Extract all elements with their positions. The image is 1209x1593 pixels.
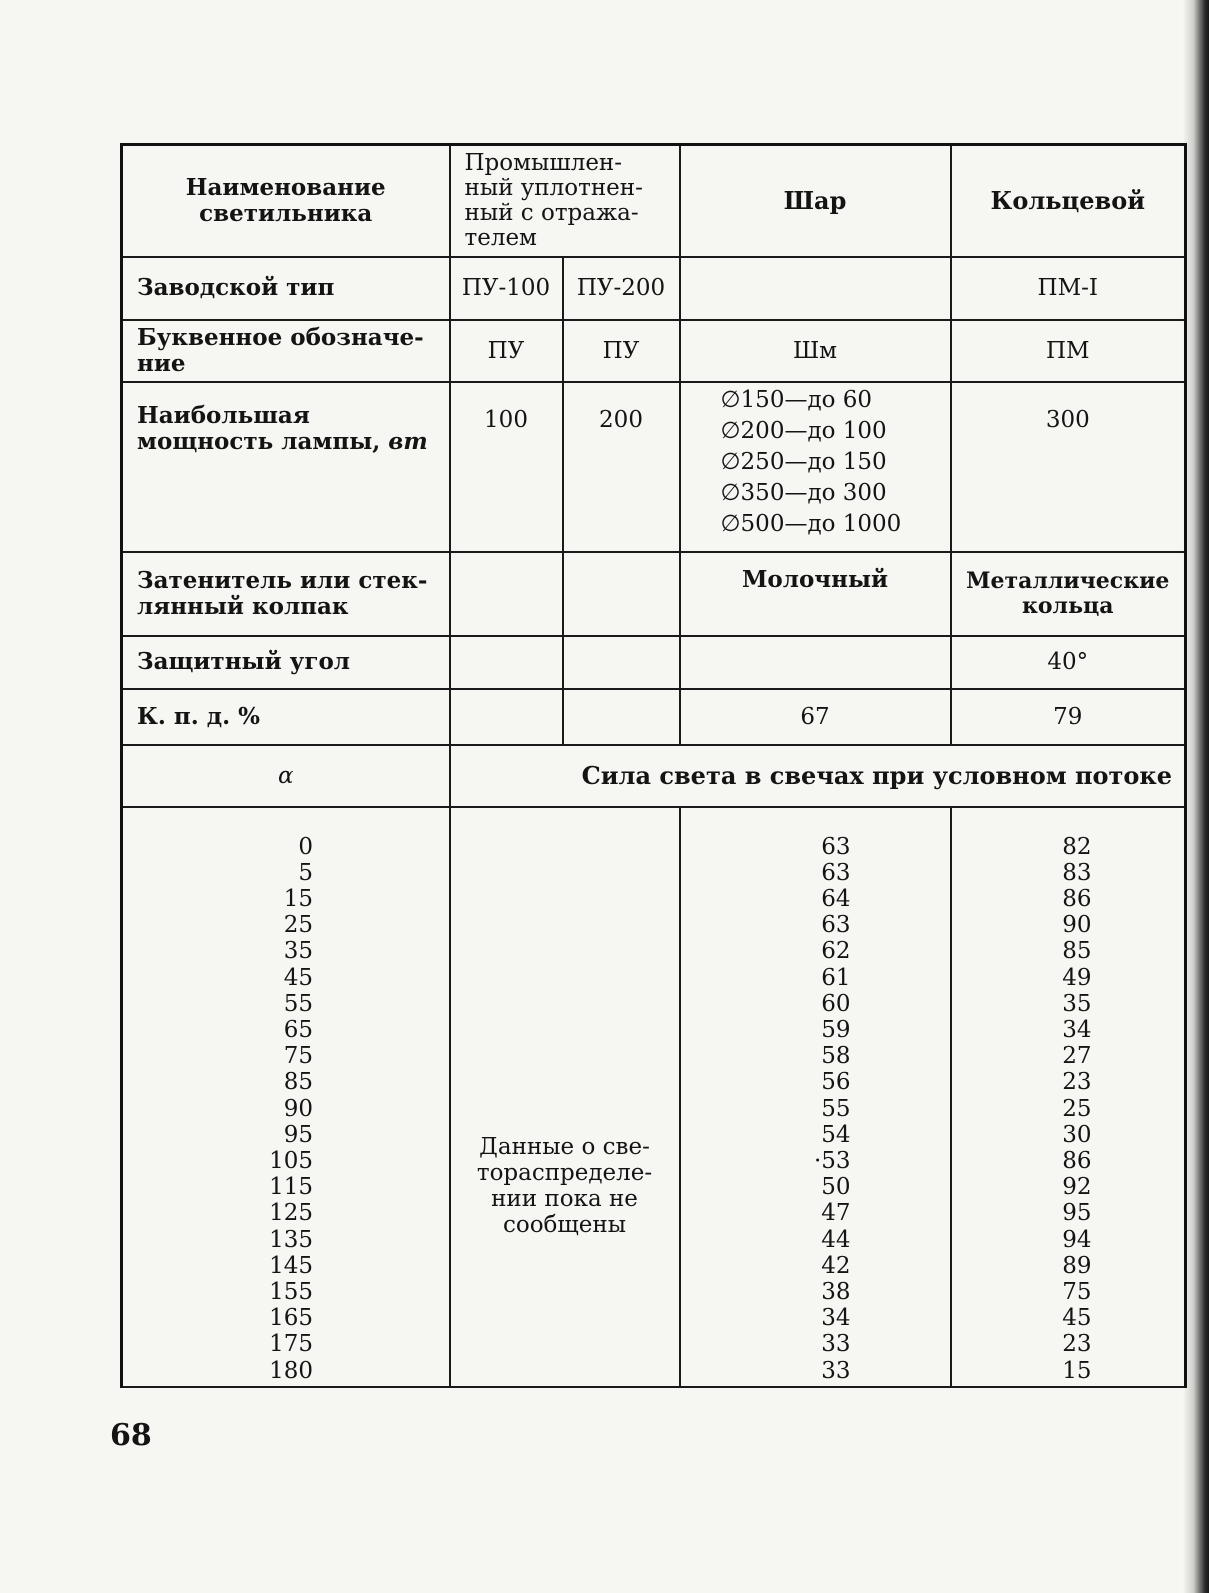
- angle-value: 75: [283, 1043, 313, 1070]
- letter-sphere: Шм: [680, 320, 951, 382]
- angle-value: 105: [269, 1147, 313, 1174]
- power-sphere-item: ∅350—до 300: [720, 479, 887, 506]
- ring-intensity-value: 35: [1062, 990, 1092, 1017]
- efficiency-pu200: [563, 689, 680, 745]
- label-power: [122, 382, 450, 552]
- angle-value: 0: [298, 833, 313, 860]
- angle-value: 45: [283, 964, 313, 991]
- sphere-intensity-value: 58: [821, 1043, 851, 1070]
- row-angle: [122, 636, 1186, 689]
- factory-pu200: ПУ-200: [563, 257, 680, 320]
- sphere-intensity-value: 61: [821, 964, 851, 991]
- power-sphere-item: ∅150—до 60: [720, 386, 873, 413]
- ring-intensity-value: 83: [1062, 859, 1092, 886]
- sphere-intensity-value: 42: [821, 1252, 851, 1279]
- ring-intensity-value: 82: [1062, 833, 1092, 860]
- sphere-intensity-value: 54: [821, 1121, 851, 1148]
- header-sphere: Шар: [680, 145, 951, 257]
- angles-list: [123, 834, 313, 1384]
- ring-intensity-value: 23: [1062, 1331, 1092, 1358]
- ring-intensity-value: 15: [1062, 1357, 1092, 1384]
- label-letter: Буквенное обозначе- ние: [122, 320, 450, 382]
- angle-value: 35: [283, 938, 313, 965]
- angle-value: 145: [269, 1252, 313, 1279]
- angle-value: 125: [269, 1200, 313, 1227]
- angle-value: 95: [283, 1121, 313, 1148]
- ring-intensity-value: 85: [1062, 938, 1092, 965]
- power-sphere-list: [680, 382, 951, 552]
- sphere-intensity-value: 33: [821, 1331, 851, 1358]
- power-ring: 300: [951, 382, 1186, 552]
- efficiency-pu100: [450, 689, 563, 745]
- angle-value: 175: [269, 1331, 313, 1358]
- luminaire-table: [120, 143, 1187, 1388]
- sphere-intensity-value: 62: [821, 938, 851, 965]
- ring-intensity-value: 27: [1062, 1043, 1092, 1070]
- angle-pu100: [450, 636, 563, 689]
- angles-column: [122, 807, 450, 1387]
- sphere-intensity-value: 33: [821, 1357, 851, 1384]
- ring-intensity-value: 34: [1062, 1016, 1092, 1043]
- header-name: Наименование светильника: [122, 145, 450, 257]
- angle-value: 85: [283, 1069, 313, 1096]
- row-intensity-values: [122, 807, 1186, 1387]
- sphere-intensity-value: 60: [821, 990, 851, 1017]
- efficiency-sphere: 67: [680, 689, 951, 745]
- power-sphere-item: ∅500—до 1000: [720, 510, 902, 537]
- sphere-intensity-value: 56: [821, 1069, 851, 1096]
- angle-value: 25: [283, 912, 313, 939]
- ring-intensity-value: 75: [1062, 1278, 1092, 1305]
- angle-value: 90: [283, 1095, 313, 1122]
- alpha-label: α: [122, 745, 450, 807]
- ring-intensity-value: 94: [1062, 1226, 1092, 1253]
- letter-ring: ПМ: [951, 320, 1186, 382]
- header-industrial: Промышлен- ный уплотнен- ный с отража- телем: [450, 145, 680, 257]
- row-power: [122, 382, 1186, 552]
- sphere-intensity-value: 34: [821, 1305, 851, 1332]
- power-sphere-item: ∅200—до 100: [720, 417, 887, 444]
- power-sphere-item: ∅250—до 150: [720, 448, 887, 475]
- page-number: 68: [110, 1418, 152, 1453]
- angle-value: 5: [298, 859, 313, 886]
- label-shade: Затенитель или стек- лянный колпак: [122, 552, 450, 636]
- angle-value: 15: [283, 885, 313, 912]
- sphere-intensity-value: 63: [821, 912, 851, 939]
- ring-intensity-value: 23: [1062, 1069, 1092, 1096]
- angle-value: 180: [269, 1357, 313, 1384]
- power-pu100: 100: [450, 382, 563, 552]
- letter-pu200: ПУ: [563, 320, 680, 382]
- factory-pu100: ПУ-100: [450, 257, 563, 320]
- ring-intensity-value: 90: [1062, 912, 1092, 939]
- angle-value: 55: [283, 990, 313, 1017]
- ring-intensity-value: 89: [1062, 1252, 1092, 1279]
- factory-ring: ПМ-I: [951, 257, 1186, 320]
- factory-sphere: [680, 257, 951, 320]
- shade-sphere: Молочный: [680, 552, 951, 636]
- angle-value: 165: [269, 1305, 313, 1332]
- angle-value: 65: [283, 1016, 313, 1043]
- row-factory-type: [122, 257, 1186, 320]
- label-efficiency: К. п. д. %: [122, 689, 450, 745]
- sphere-intensity-value: 44: [821, 1226, 851, 1253]
- angle-ring: 40°: [951, 636, 1186, 689]
- sphere-intensity-value: 63: [821, 859, 851, 886]
- shade-ring: Металлические кольца: [951, 552, 1186, 636]
- sphere-values-column: [680, 807, 951, 1387]
- ring-intensity-value: 92: [1062, 1174, 1092, 1201]
- angle-sphere: [680, 636, 951, 689]
- power-pu200: 200: [563, 382, 680, 552]
- row-shade: [122, 552, 1186, 636]
- sphere-intensity-value: 55: [821, 1095, 851, 1122]
- label-angle: Защитный угол: [122, 636, 450, 689]
- shade-pu100: [450, 552, 563, 636]
- angle-value: 115: [269, 1174, 313, 1201]
- ring-intensity-value: 49: [1062, 964, 1092, 991]
- sphere-intensity-value: 38: [821, 1278, 851, 1305]
- row-intensity-caption: [122, 745, 1186, 807]
- ring-intensity-value: 30: [1062, 1121, 1092, 1148]
- ring-values-list: [952, 834, 1092, 1384]
- angle-pu200: [563, 636, 680, 689]
- sphere-values-list: [681, 834, 851, 1384]
- row-letter: [122, 320, 1186, 382]
- row-efficiency: [122, 689, 1186, 745]
- efficiency-ring: 79: [951, 689, 1186, 745]
- sphere-intensity-value: 47: [821, 1200, 851, 1227]
- intensity-caption: Сила света в свечах при условном потоке: [450, 745, 1186, 807]
- ring-intensity-value: 45: [1062, 1305, 1092, 1332]
- header-ring: Кольцевой: [951, 145, 1186, 257]
- ring-intensity-value: 86: [1062, 1147, 1092, 1174]
- letter-pu100: ПУ: [450, 320, 563, 382]
- label-factory-type: Заводской тип: [122, 257, 450, 320]
- sphere-intensity-value: 50: [821, 1174, 851, 1201]
- header-row: [122, 145, 1186, 257]
- angle-value: 135: [269, 1226, 313, 1253]
- distribution-note: Данные о све- тораспределе- нии пока не сообщены: [450, 807, 680, 1387]
- sphere-intensity-value: 59: [821, 1016, 851, 1043]
- angle-value: 155: [269, 1278, 313, 1305]
- ring-intensity-value: 25: [1062, 1095, 1092, 1122]
- power-label-text: Наибольшая мощность лампы,: [137, 401, 381, 455]
- sphere-intensity-value: 63: [821, 833, 851, 860]
- sphere-intensity-value: ·53: [813, 1147, 851, 1174]
- power-unit: вт: [388, 427, 428, 455]
- ring-intensity-value: 95: [1062, 1200, 1092, 1227]
- sphere-intensity-value: 64: [821, 885, 851, 912]
- ring-values-column: [951, 807, 1186, 1387]
- ring-intensity-value: 86: [1062, 885, 1092, 912]
- shade-pu200: [563, 552, 680, 636]
